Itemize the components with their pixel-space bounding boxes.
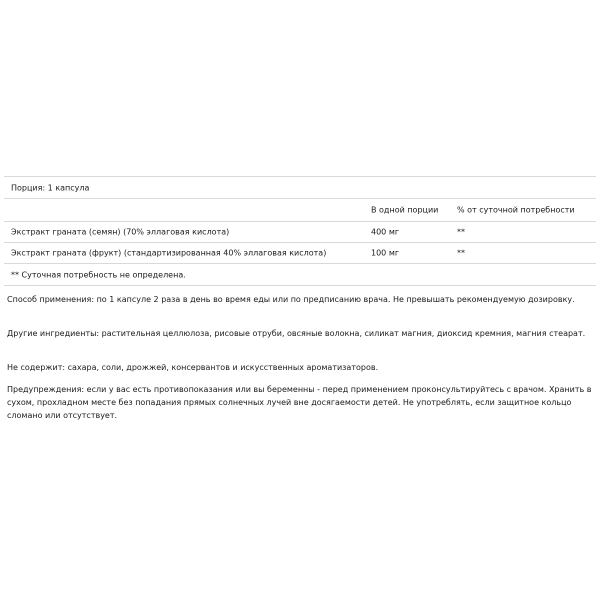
ingredient-name: Экстракт граната (семян) (70% эллаговая кислота)	[11, 227, 230, 237]
table-row	[4, 243, 596, 264]
daily-value-footnote: ** Суточная потребность не определена.	[11, 270, 186, 279]
ingredient-amount: 100 мг	[371, 248, 400, 258]
column-header-amount: В одной порции	[371, 205, 439, 215]
supplement-facts-table	[4, 176, 596, 286]
table-row	[4, 222, 596, 243]
other-ingredients: Другие ингредиенты: растительная целлюлоза, рисовые отруби, овсяные волокна, силикат магния, диоксид кремния, магния стеарат.	[7, 329, 586, 338]
serving-size: Порция: 1 капсула	[11, 183, 90, 192]
ingredient-amount: 400 мг	[371, 227, 400, 237]
free-of-statement: Не содержит: сахара, соли, дрожжей, консервантов и искусственных ароматизаторов.	[7, 363, 379, 372]
footnote-row	[4, 264, 596, 286]
column-header-daily-value: % от суточной потребности	[457, 205, 575, 215]
ingredient-daily-value: **	[457, 248, 465, 258]
serving-size-row	[4, 176, 596, 199]
ingredient-daily-value: **	[457, 227, 465, 237]
ingredient-name: Экстракт граната (фрукт) (стандартизированная 40% эллаговая кислота)	[11, 248, 327, 258]
table-header-row	[4, 199, 596, 222]
warnings: Предупреждения: если у вас есть противопоказания или вы беременны - перед применением проконсультируйтесь с врачом. Хранить в сухом, прохладном месте без попадания прямых солнечных лучей вне досягаемости детей. Не употреблять, если защитное кольцо сломано или отсутствует.	[7, 385, 592, 420]
usage-instructions: Способ применения: по 1 капсуле 2 раза в день во время еды или по предписанию врача. Не превышать рекомендуемую дозировку.	[7, 295, 575, 304]
